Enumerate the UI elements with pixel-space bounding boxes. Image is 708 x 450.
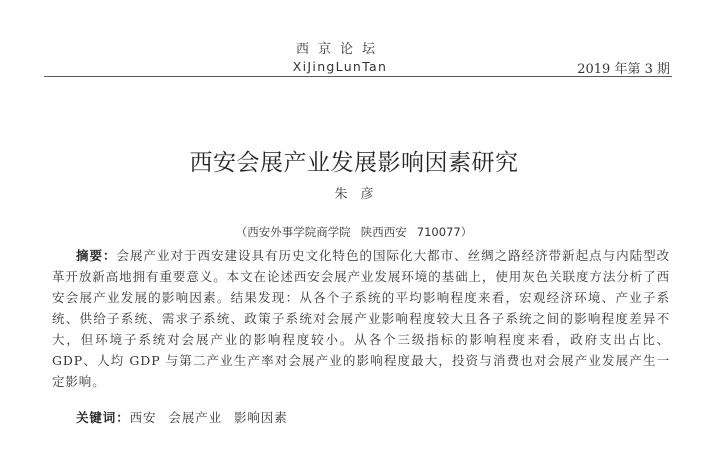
abstract-text: 会展产业对于西安建设具有历史文化特色的国际化大都市、丝绸之路经济带新起点与内陆型改革开放新高地拥有重要意义。本文在论述西安会展产业发展环境的基础上，使用灰色关联度方法分析了西安会展产业发展的影响因素。结果发现：从各个子系统的平均影响程度来看，宏观经济环境、产业子系统、供给子系统、需求子系统、政策子系统对会展产业影响程度较大且各子系统之间的影响程度差异不大，但环境子系统对会展产业的影响程度较小。从各个三级指标的影响程度来看，政府支出占比、GDP、人均 GDP 与第二产业生产率对会展产业的影响程度最大，投资与消费也对会展产业发展产生一定影响。: [52, 248, 671, 389]
page-header: [0, 0, 708, 80]
journal-name-en: XiJingLunTan: [292, 59, 388, 74]
article-title: 西安会展产业发展影响因素研究: [189, 150, 519, 176]
author-affiliation: [0, 224, 708, 240]
keywords-line: [76, 408, 300, 426]
affiliation-postcode: 710077）: [416, 225, 473, 239]
abstract-paragraph: [52, 245, 670, 392]
keywords-label: 关键词：: [76, 410, 130, 425]
affiliation-institution: （西安外事学院商学院: [235, 225, 351, 239]
abstract-label: 摘要：: [76, 248, 117, 263]
keyword-item: 会展产业: [168, 410, 223, 425]
author-name: 朱彦: [334, 187, 387, 202]
affiliation-location: 陕西西安: [360, 225, 407, 239]
keyword-item: 影响因素: [234, 410, 288, 425]
header-rule: [44, 76, 672, 77]
issue-number: 2019 年第 3 期: [577, 62, 670, 77]
journal-name-cn: 西京论坛: [295, 42, 384, 57]
keyword-item: 西安: [129, 410, 157, 425]
